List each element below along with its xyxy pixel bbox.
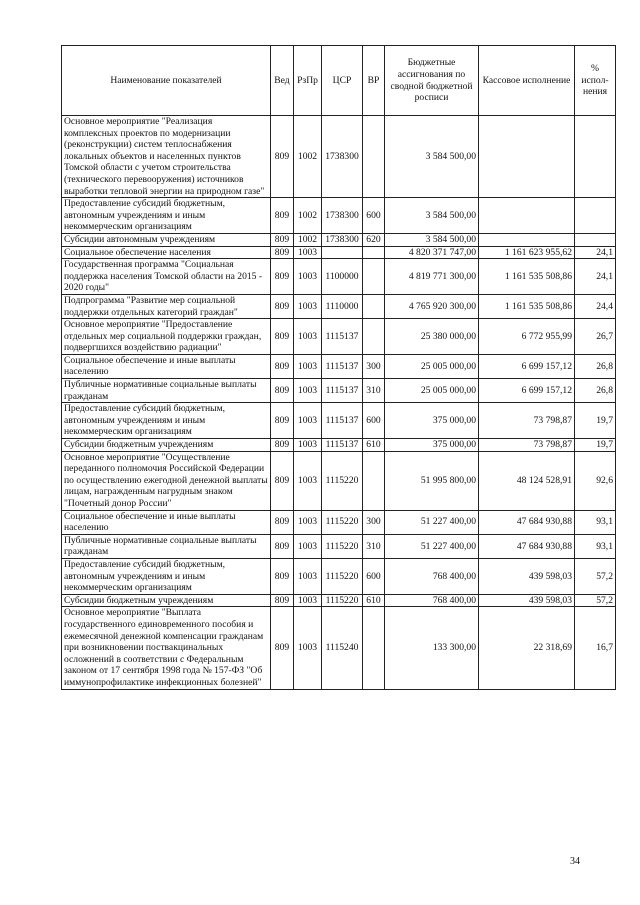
table-row bbox=[62, 198, 616, 234]
cell-rzpr: 1003 bbox=[294, 294, 322, 318]
cell-rzpr: 1003 bbox=[294, 558, 322, 594]
cell-cash: 1 161 535 508,86 bbox=[479, 259, 575, 295]
cell-cash: 6 699 157,12 bbox=[479, 379, 575, 403]
cell-budget: 375 000,00 bbox=[385, 403, 479, 439]
cell-csr: 1115137 bbox=[322, 439, 363, 452]
table-row bbox=[62, 607, 616, 689]
cell-csr: 1110000 bbox=[322, 294, 363, 318]
page-number: 34 bbox=[570, 856, 580, 867]
cell-rzpr: 1003 bbox=[294, 259, 322, 295]
cell-rzpr: 1003 bbox=[294, 534, 322, 558]
cell-cash: 1 161 623 955,62 bbox=[479, 246, 575, 259]
cell-vr: 620 bbox=[363, 233, 385, 246]
cell-budget: 3 584 500,00 bbox=[385, 233, 479, 246]
cell-name: Подпрограмма "Развитие мер социальной поддержки отдельных категорий граждан" bbox=[62, 294, 271, 318]
cell-cash: 6 699 157,12 bbox=[479, 354, 575, 378]
cell-cash: 73 798,87 bbox=[479, 439, 575, 452]
cell-vr: 300 bbox=[363, 354, 385, 378]
cell-ved: 809 bbox=[271, 319, 294, 355]
cell-vr bbox=[363, 116, 385, 198]
cell-ved: 809 bbox=[271, 379, 294, 403]
table-row bbox=[62, 233, 616, 246]
cell-budget: 4 765 920 300,00 bbox=[385, 294, 479, 318]
cell-vr: 610 bbox=[363, 439, 385, 452]
cell-budget: 4 819 771 300,00 bbox=[385, 259, 479, 295]
table-body bbox=[62, 116, 616, 690]
table-row bbox=[62, 439, 616, 452]
cell-name: Основное мероприятие "Осуществление переданного полномочия Российской Федерации по осуществлению ежегодной денежной выплаты лицам, награжденным нагрудным знаком "Почетный донор России" bbox=[62, 451, 271, 510]
cell-budget: 51 227 400,00 bbox=[385, 534, 479, 558]
cell-vr: 600 bbox=[363, 198, 385, 234]
cell-cash: 48 124 528,91 bbox=[479, 451, 575, 510]
cell-budget: 375 000,00 bbox=[385, 439, 479, 452]
table-row bbox=[62, 594, 616, 607]
cell-name: Основное мероприятие "Предоставление отдельных мер социальной поддержки граждан, подвергшихся воздействию радиации" bbox=[62, 319, 271, 355]
cell-ved: 809 bbox=[271, 451, 294, 510]
cell-cash bbox=[479, 233, 575, 246]
cell-csr: 1115220 bbox=[322, 510, 363, 534]
cell-vr bbox=[363, 451, 385, 510]
cell-name: Социальное обеспечение и иные выплаты населению bbox=[62, 510, 271, 534]
cell-pct bbox=[575, 233, 616, 246]
cell-rzpr: 1003 bbox=[294, 354, 322, 378]
cell-pct: 92,6 bbox=[575, 451, 616, 510]
cell-vr: 300 bbox=[363, 510, 385, 534]
cell-ved: 809 bbox=[271, 607, 294, 689]
cell-pct: 57,2 bbox=[575, 558, 616, 594]
cell-csr: 1115220 bbox=[322, 451, 363, 510]
cell-ved: 809 bbox=[271, 439, 294, 452]
cell-budget: 3 584 500,00 bbox=[385, 116, 479, 198]
table-row bbox=[62, 294, 616, 318]
cell-pct: 93,1 bbox=[575, 510, 616, 534]
cell-budget: 25 005 000,00 bbox=[385, 354, 479, 378]
cell-vr: 600 bbox=[363, 558, 385, 594]
table-header-row bbox=[62, 46, 616, 116]
cell-name: Государственная программа "Социальная поддержка населения Томской области на 2015 - 2020 годы" bbox=[62, 259, 271, 295]
cell-csr bbox=[322, 246, 363, 259]
header-cash: Кассовое исполнение bbox=[479, 46, 575, 116]
cell-ved: 809 bbox=[271, 233, 294, 246]
cell-pct: 93,1 bbox=[575, 534, 616, 558]
cell-vr bbox=[363, 294, 385, 318]
cell-csr: 1100000 bbox=[322, 259, 363, 295]
table-row bbox=[62, 379, 616, 403]
cell-budget: 25 380 000,00 bbox=[385, 319, 479, 355]
cell-vr: 610 bbox=[363, 594, 385, 607]
cell-csr: 1115137 bbox=[322, 379, 363, 403]
header-pct: % испол-нения bbox=[575, 46, 616, 116]
cell-name: Публичные нормативные социальные выплаты гражданам bbox=[62, 379, 271, 403]
cell-cash: 439 598,03 bbox=[479, 558, 575, 594]
cell-budget: 133 300,00 bbox=[385, 607, 479, 689]
cell-pct: 19,7 bbox=[575, 403, 616, 439]
cell-rzpr: 1002 bbox=[294, 198, 322, 234]
cell-rzpr: 1003 bbox=[294, 451, 322, 510]
header-ved: Вед bbox=[271, 46, 294, 116]
cell-ved: 809 bbox=[271, 510, 294, 534]
table-row bbox=[62, 510, 616, 534]
cell-vr: 600 bbox=[363, 403, 385, 439]
cell-vr bbox=[363, 319, 385, 355]
cell-vr bbox=[363, 259, 385, 295]
cell-budget: 4 820 371 747,00 bbox=[385, 246, 479, 259]
cell-pct: 19,7 bbox=[575, 439, 616, 452]
cell-csr: 1738300 bbox=[322, 116, 363, 198]
cell-budget: 768 400,00 bbox=[385, 558, 479, 594]
cell-csr: 1115137 bbox=[322, 354, 363, 378]
cell-ved: 809 bbox=[271, 246, 294, 259]
table-row bbox=[62, 403, 616, 439]
cell-rzpr: 1003 bbox=[294, 594, 322, 607]
table-row bbox=[62, 259, 616, 295]
cell-rzpr: 1003 bbox=[294, 607, 322, 689]
cell-budget: 51 995 800,00 bbox=[385, 451, 479, 510]
cell-name: Основное мероприятие "Реализация комплексных проектов по модернизации (реконструкции) систем теплоснабжения локальных объектов и населенных пунктов Томской области с учетом строительства (технического перевооружения) источников выработки тепловой энергии на природном газе" bbox=[62, 116, 271, 198]
cell-csr: 1115240 bbox=[322, 607, 363, 689]
table-row bbox=[62, 534, 616, 558]
cell-name: Предоставление субсидий бюджетным, автономным учреждениям и иным некоммерческим организациям bbox=[62, 403, 271, 439]
cell-pct: 26,8 bbox=[575, 354, 616, 378]
cell-rzpr: 1003 bbox=[294, 403, 322, 439]
cell-name: Социальное обеспечение и иные выплаты населению bbox=[62, 354, 271, 378]
cell-name: Предоставление субсидий бюджетным, автономным учреждениям и иным некоммерческим организациям bbox=[62, 198, 271, 234]
cell-csr: 1738300 bbox=[322, 233, 363, 246]
cell-budget: 768 400,00 bbox=[385, 594, 479, 607]
cell-cash: 47 684 930,88 bbox=[479, 534, 575, 558]
cell-name: Предоставление субсидий бюджетным, автономным учреждениям и иным некоммерческим организациям bbox=[62, 558, 271, 594]
cell-vr bbox=[363, 607, 385, 689]
cell-name: Субсидии автономным учреждениям bbox=[62, 233, 271, 246]
cell-cash: 1 161 535 508,86 bbox=[479, 294, 575, 318]
table-row bbox=[62, 319, 616, 355]
cell-rzpr: 1003 bbox=[294, 510, 322, 534]
cell-pct bbox=[575, 116, 616, 198]
cell-ved: 809 bbox=[271, 594, 294, 607]
cell-pct: 26,7 bbox=[575, 319, 616, 355]
cell-pct: 24,1 bbox=[575, 246, 616, 259]
cell-budget: 25 005 000,00 bbox=[385, 379, 479, 403]
budget-execution-table bbox=[61, 45, 616, 690]
cell-ved: 809 bbox=[271, 198, 294, 234]
cell-csr: 1115137 bbox=[322, 403, 363, 439]
cell-rzpr: 1003 bbox=[294, 379, 322, 403]
header-name: Наименование показателей bbox=[62, 46, 271, 116]
cell-rzpr: 1003 bbox=[294, 246, 322, 259]
header-vr: ВР bbox=[363, 46, 385, 116]
cell-rzpr: 1002 bbox=[294, 233, 322, 246]
cell-pct bbox=[575, 198, 616, 234]
cell-name: Субсидии бюджетным учреждениям bbox=[62, 594, 271, 607]
cell-pct: 24,4 bbox=[575, 294, 616, 318]
cell-pct: 57,2 bbox=[575, 594, 616, 607]
cell-name: Публичные нормативные социальные выплаты гражданам bbox=[62, 534, 271, 558]
cell-ved: 809 bbox=[271, 294, 294, 318]
header-rzpr: РзПр bbox=[294, 46, 322, 116]
cell-ved: 809 bbox=[271, 354, 294, 378]
cell-pct: 16,7 bbox=[575, 607, 616, 689]
cell-cash: 73 798,87 bbox=[479, 403, 575, 439]
cell-ved: 809 bbox=[271, 534, 294, 558]
table-row bbox=[62, 246, 616, 259]
cell-vr: 310 bbox=[363, 379, 385, 403]
table-row bbox=[62, 354, 616, 378]
cell-cash: 6 772 955,99 bbox=[479, 319, 575, 355]
cell-csr: 1738300 bbox=[322, 198, 363, 234]
table-row bbox=[62, 558, 616, 594]
cell-rzpr: 1003 bbox=[294, 439, 322, 452]
cell-name: Субсидии бюджетным учреждениям bbox=[62, 439, 271, 452]
table-row bbox=[62, 451, 616, 510]
cell-cash: 47 684 930,88 bbox=[479, 510, 575, 534]
cell-csr: 1115220 bbox=[322, 594, 363, 607]
cell-budget: 3 584 500,00 bbox=[385, 198, 479, 234]
cell-csr: 1115220 bbox=[322, 534, 363, 558]
cell-vr bbox=[363, 246, 385, 259]
cell-budget: 51 227 400,00 bbox=[385, 510, 479, 534]
cell-cash bbox=[479, 198, 575, 234]
cell-ved: 809 bbox=[271, 116, 294, 198]
cell-vr: 310 bbox=[363, 534, 385, 558]
cell-csr: 1115137 bbox=[322, 319, 363, 355]
header-budget: Бюджетные ассигнования по сводной бюджетной росписи bbox=[385, 46, 479, 116]
table-row bbox=[62, 116, 616, 198]
cell-ved: 809 bbox=[271, 403, 294, 439]
cell-pct: 24,1 bbox=[575, 259, 616, 295]
cell-name: Социальное обеспечение населения bbox=[62, 246, 271, 259]
header-csr: ЦСР bbox=[322, 46, 363, 116]
cell-rzpr: 1002 bbox=[294, 116, 322, 198]
cell-cash bbox=[479, 116, 575, 198]
cell-ved: 809 bbox=[271, 259, 294, 295]
cell-name: Основное мероприятие "Выплата государственного единовременного пособия и ежемесячной денежной компенсации гражданам при возникновении поствакцинальных осложнений в соответствии с Федеральным законом от 17 сентября 1998 года № 157-ФЗ "Об иммунопрофилактике инфекционных болезней" bbox=[62, 607, 271, 689]
cell-rzpr: 1003 bbox=[294, 319, 322, 355]
cell-ved: 809 bbox=[271, 558, 294, 594]
cell-cash: 22 318,69 bbox=[479, 607, 575, 689]
cell-csr: 1115220 bbox=[322, 558, 363, 594]
cell-cash: 439 598,03 bbox=[479, 594, 575, 607]
cell-pct: 26,8 bbox=[575, 379, 616, 403]
